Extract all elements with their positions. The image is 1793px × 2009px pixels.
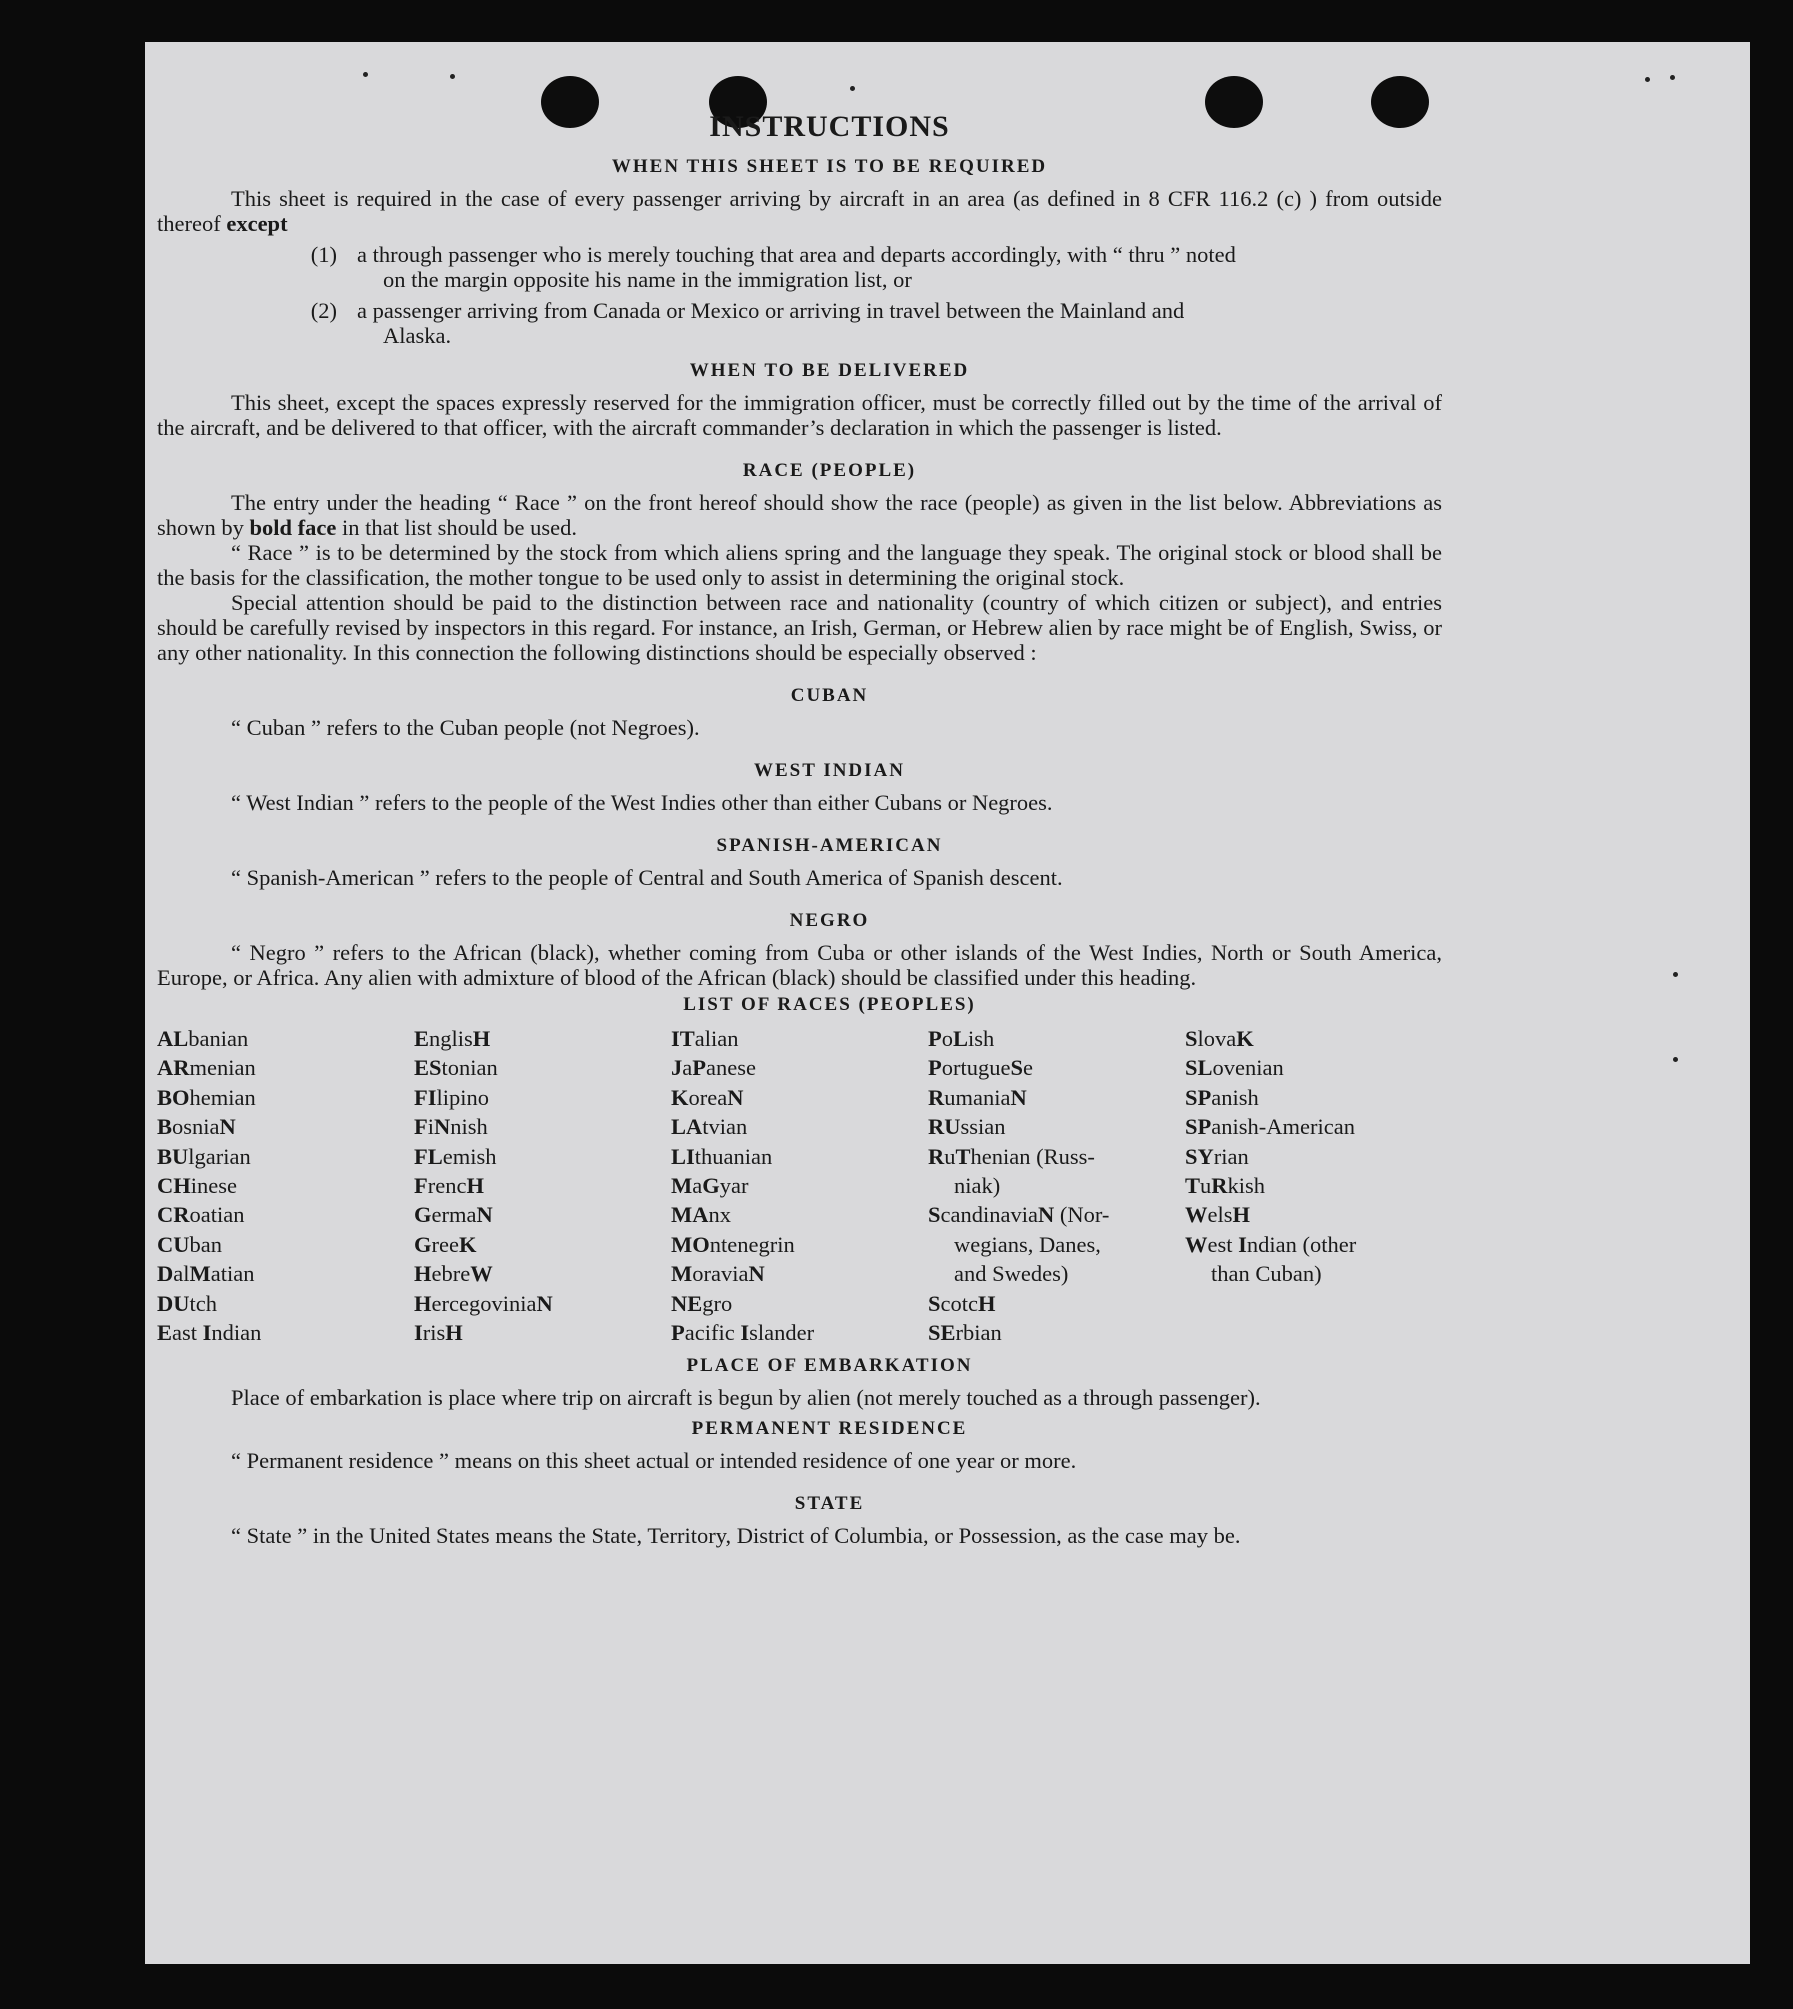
race-entry: WelsH bbox=[1185, 1202, 1251, 1228]
race-entry: SYrian bbox=[1185, 1143, 1249, 1169]
race-entry: BosniaN bbox=[157, 1114, 236, 1140]
race-entry: RUssian bbox=[928, 1114, 1006, 1140]
race-entry: MoraviaN bbox=[671, 1261, 765, 1287]
west-indian-text: “ West Indian ” refers to the people of the West Indies other than either Cubans or Negroes. bbox=[231, 790, 1053, 815]
race-entry: DalMatian bbox=[157, 1261, 255, 1287]
delivered-text: This sheet, except the spaces expressly reserved for the immigration officer, must be correctly filled out by the time of the arrival of the aircraft, and be delivered to that officer, with the aircraft commander’s declaration in which the passenger is listed. bbox=[157, 390, 1442, 440]
state-text: “ State ” in the United States means the State, Territory, District of Columbia, or Possession, as the case may be. bbox=[231, 1523, 1241, 1549]
heading-spanish-american: SPANISH-AMERICAN bbox=[716, 835, 943, 856]
races-column bbox=[157, 1024, 414, 1347]
exception-item-1: (1) a through passenger who is merely touching that area and departs accordingly, with “ thru ” noted on the margin opposite his name in the immigration list, or bbox=[310, 242, 1236, 292]
negro-text: “ Negro ” refers to the African (black), whether coming from Cuba or other islands of the West Indies, North or South America, Europe, or Africa. Any alien with admixture of blood of the African (black) should be classified under this heading. bbox=[157, 940, 1442, 990]
race-entry: PortugueSe bbox=[928, 1055, 1033, 1081]
races-column bbox=[414, 1024, 671, 1347]
heading-west-indian: WEST INDIAN bbox=[754, 760, 905, 781]
race-entry: Pacific Islander bbox=[671, 1320, 815, 1346]
race-entry: EnglisH bbox=[414, 1026, 491, 1051]
race-entry: BUlgarian bbox=[157, 1143, 251, 1169]
race-entry: HercegoviniaN bbox=[414, 1290, 553, 1316]
races-column bbox=[671, 1024, 928, 1347]
heading-state: STATE bbox=[794, 1493, 865, 1515]
heading-delivered: WHEN TO BE DELIVERED bbox=[689, 360, 970, 381]
race-entry: TuRkish bbox=[1185, 1173, 1266, 1199]
race-entry: ITalian bbox=[671, 1026, 739, 1051]
exception-item-2: (2) a passenger arriving from Canada or Mexico or arriving in travel between the Mainland and Alaska. bbox=[310, 298, 1185, 348]
race-entry: CHinese bbox=[157, 1173, 237, 1199]
cuban-text: “ Cuban ” refers to the Cuban people (not Negroes). bbox=[231, 715, 700, 740]
race-paragraph-3: Special attention should be paid to the distinction between race and nationality (country of which citizen or subject), and entries should be carefully revised by inspectors in this regard. For instance, an Irish, German, or Hebrew alien by race might be of English, Swiss, or any other nationality. In this connection the following distinctions should be especially observed : bbox=[157, 590, 1442, 665]
heading-cuban: CUBAN bbox=[790, 685, 869, 706]
race-entry: niak) bbox=[954, 1173, 1001, 1199]
races-column bbox=[1185, 1024, 1442, 1347]
speck bbox=[1673, 972, 1678, 977]
race-entry: MAnx bbox=[671, 1202, 731, 1228]
speck bbox=[1645, 77, 1650, 82]
races-list bbox=[157, 1024, 1442, 1347]
race-entry: EStonian bbox=[414, 1055, 498, 1081]
race-entry: BOhemian bbox=[157, 1084, 256, 1110]
race-entry: FiNnish bbox=[414, 1114, 488, 1140]
race-entry: GreeK bbox=[414, 1231, 477, 1257]
race-entry: LAtvian bbox=[671, 1114, 748, 1140]
speck bbox=[1670, 75, 1675, 80]
race-entry: CUban bbox=[157, 1231, 222, 1257]
spanish-american-text: “ Spanish-American ” refers to the people of Central and South America of Spanish descent. bbox=[231, 865, 1063, 890]
race-entry: ARmenian bbox=[157, 1055, 256, 1081]
race-entry: ScandinaviaN (Nor- bbox=[928, 1202, 1110, 1228]
race-entry: SlovaK bbox=[1185, 1026, 1254, 1051]
race-entry: FrencH bbox=[414, 1173, 484, 1199]
race-paragraph-1: The entry under the heading “ Race ” on the front hereof should show the race (people) as given in the list below. Abbreviations as shown by bold face in that list should be used. bbox=[157, 490, 1442, 540]
heading-negro: NEGRO bbox=[789, 910, 870, 931]
race-entry: West Indian (other bbox=[1185, 1231, 1357, 1257]
instructions-content bbox=[157, 110, 1442, 1548]
race-entry: FIlipino bbox=[414, 1084, 490, 1110]
race-entry: GermaN bbox=[414, 1202, 493, 1228]
race-entry: MaGyar bbox=[671, 1173, 749, 1199]
race-entry: LIthuanian bbox=[671, 1143, 773, 1169]
race-entry: HebreW bbox=[414, 1261, 493, 1287]
heading-embarkation: PLACE OF EMBARKATION bbox=[686, 1355, 973, 1377]
race-entry: FLemish bbox=[414, 1143, 497, 1169]
speck bbox=[363, 72, 368, 77]
races-column bbox=[928, 1024, 1185, 1347]
heading-list-of-races: LIST OF RACES (PEOPLES) bbox=[683, 994, 976, 1015]
race-entry: IrisH bbox=[414, 1320, 463, 1346]
heading-race: RACE (PEOPLE) bbox=[742, 460, 917, 481]
race-entry: SErbian bbox=[928, 1320, 1002, 1346]
race-entry: SPanish-American bbox=[1185, 1114, 1355, 1140]
race-entry: ALbanian bbox=[157, 1026, 249, 1051]
race-entry: RuThenian (Russ- bbox=[928, 1143, 1095, 1169]
embarkation-text: Place of embarkation is place where trip on aircraft is begun by alien (not merely touched as a through passenger). bbox=[231, 1385, 1261, 1411]
speck bbox=[450, 74, 455, 79]
race-entry: than Cuban) bbox=[1211, 1261, 1322, 1287]
race-entry: RumaniaN bbox=[928, 1084, 1027, 1110]
page-title: INSTRUCTIONS bbox=[709, 110, 950, 143]
required-intro: This sheet is required in the case of every passenger arriving by aircraft in an area (as defined in 8 CFR 116.2 (c) ) from outside thereof except bbox=[157, 186, 1442, 236]
heading-residence: PERMANENT RESIDENCE bbox=[691, 1418, 968, 1440]
race-entry: DUtch bbox=[157, 1290, 217, 1316]
race-entry: MOntenegrin bbox=[671, 1231, 795, 1257]
heading-required: WHEN THIS SHEET IS TO BE REQUIRED bbox=[611, 156, 1048, 177]
race-entry: ScotcH bbox=[928, 1290, 996, 1316]
race-entry: JaPanese bbox=[671, 1055, 756, 1081]
speck bbox=[1673, 1057, 1678, 1062]
race-entry: East Indian bbox=[157, 1320, 262, 1346]
speck bbox=[850, 86, 855, 91]
race-entry: PoLish bbox=[928, 1026, 995, 1051]
race-entry: SLovenian bbox=[1185, 1055, 1284, 1081]
race-entry: CRoatian bbox=[157, 1202, 245, 1228]
race-entry: NEgro bbox=[671, 1290, 733, 1316]
race-entry: wegians, Danes, bbox=[954, 1231, 1101, 1257]
race-entry: and Swedes) bbox=[954, 1261, 1069, 1287]
residence-text: “ Permanent residence ” means on this sheet actual or intended residence of one year or more. bbox=[231, 1448, 1077, 1474]
race-paragraph-2: “ Race ” is to be determined by the stock from which aliens spring and the language they speak. The original stock or blood shall be the basis for the classification, the mother tongue to be used only to assist in determining the original stock. bbox=[157, 540, 1442, 590]
race-entry: KoreaN bbox=[671, 1084, 744, 1110]
race-entry: SPanish bbox=[1185, 1084, 1259, 1110]
